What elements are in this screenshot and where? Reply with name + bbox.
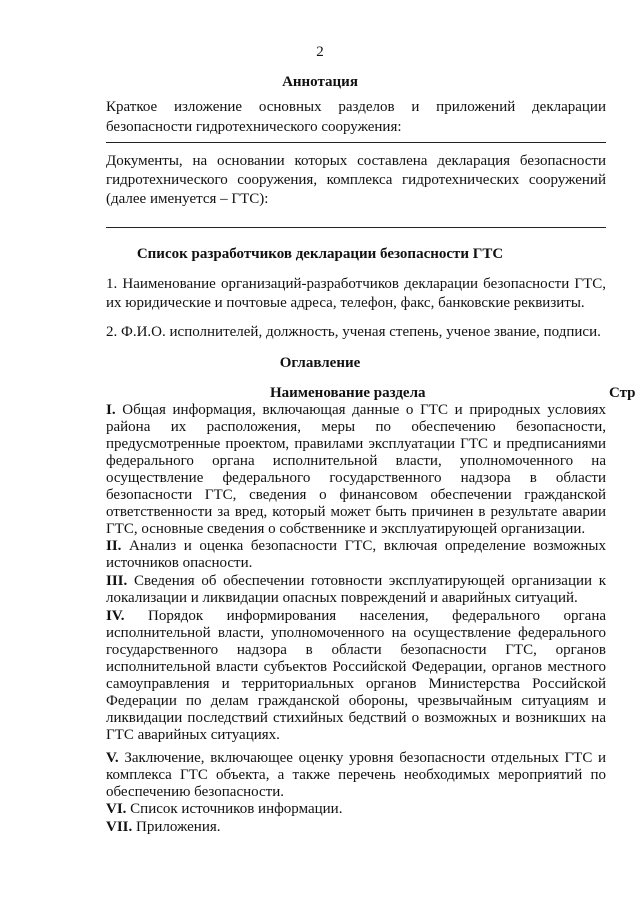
- toc-item-number: IV.: [106, 608, 125, 624]
- toc-item-text: Анализ и оценка безопасности ГТС, включая определение возможных источников опасности.: [106, 538, 606, 571]
- annotation-text: Краткое изложение основных разделов и приложений декларации безопасности гидротехнического сооружения:: [106, 99, 606, 135]
- toc-item-number: VII.: [106, 819, 133, 835]
- toc-item-1: [106, 402, 606, 538]
- toc-item-3: [106, 573, 606, 607]
- toc-item-text: Сведения об обеспечении готовности эксплуатирующей организации к локализации и ликвидации опасных повреждений и аварийных ситуаций.: [106, 573, 607, 606]
- developers-title: Список разработчиков декларации безопасности ГТС: [136, 246, 504, 262]
- contents-column-page: Стр: [609, 385, 636, 401]
- toc-item-text: Заключение, включающее оценку уровня безопасности отдельных ГТС и комплекса ГТС объекта, а также перечень необходимых мероприятий по обеспечению безопасности.: [106, 750, 606, 800]
- blank-line-1: [106, 142, 606, 143]
- contents-column-section: Наименование раздела: [270, 385, 426, 401]
- toc-item-number: V.: [106, 750, 119, 766]
- developers-item-1: 1. Наименование организаций-разработчиков декларации безопасности ГТС, их юридические и почтовые адреса, телефон, факс, банковские реквизиты.: [106, 276, 606, 311]
- toc-item-number: III.: [106, 573, 128, 589]
- annotation-title: Аннотация: [282, 74, 358, 90]
- toc-item-number: VI.: [106, 801, 127, 817]
- contents-title: Оглавление: [279, 355, 361, 371]
- page-number: 2: [316, 44, 324, 60]
- toc-item-text: Порядок информирования населения, федерального органа исполнительной власти, уполномоченного на осуществление федерального государственного надзора в области безопасности ГТС, органов исполнительной власти субъектов Российской Федерации, органов местного самоуправления и территориальных органов Министерства Российской Федерации по делам гражданской обороны, чрезвычайным ситуациям и ликвидации последствий стихийных бедствий о возможных и возникших на ГТС аварийных ситуациях.: [106, 608, 607, 743]
- toc-item-text: Общая информация, включающая данные о ГТС и природных условиях района их расположения, меры по обеспечению безопасности, предусмотренные проектом, правилами эксплуатации ГТС и предписаниями федерального органа исполнительной власти, уполномоченного на осуществление федерального государственного надзора в области безопасности ГТС, сведения о финансовом обеспечении гражданской ответственности за вред, который может быть причинен в результате аварии ГТС, основные сведения о собственнике и эксплуатирующей организации.: [106, 402, 607, 537]
- toc-item-number: I.: [106, 402, 116, 418]
- blank-line-2: [106, 227, 606, 228]
- toc-item-7: [106, 819, 606, 836]
- toc-item-2: [106, 538, 606, 572]
- toc-item-5: [106, 750, 606, 801]
- toc-item-text: Список источников информации.: [130, 801, 343, 817]
- documents-text: Документы, на основании которых составлена декларация безопасности гидротехнического сооружения, комплекса гидротехнических сооружений (далее именуется – ГТС):: [106, 153, 606, 207]
- toc-item-text: Приложения.: [136, 819, 221, 835]
- developers-item-2: 2. Ф.И.О. исполнителей, должность, ученая степень, ученое звание, подписи.: [106, 324, 601, 340]
- toc-item-4: [106, 608, 606, 744]
- toc-item-6: [106, 801, 606, 818]
- toc-item-number: II.: [106, 538, 122, 554]
